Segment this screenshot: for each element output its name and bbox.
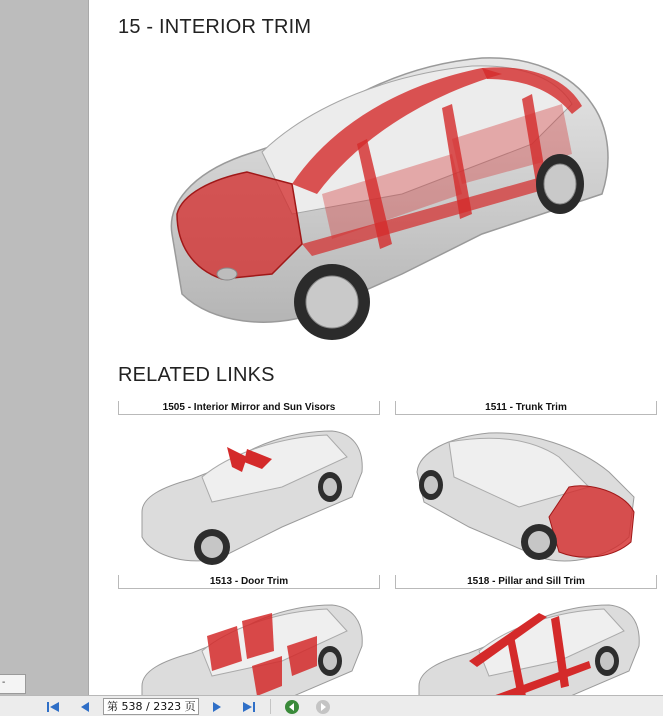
vehicle-illustration — [152, 44, 622, 344]
related-link-title[interactable]: 1505 - Interior Mirror and Sun Visors — [118, 401, 380, 415]
thumbnail-panel — [0, 0, 89, 695]
card-1513-car-thumbnail[interactable] — [132, 591, 366, 695]
last-page-icon — [242, 701, 256, 713]
card-1518-car-thumbnail[interactable] — [409, 591, 643, 695]
previous-page-button[interactable] — [76, 698, 94, 715]
card-1511-car-thumbnail[interactable] — [409, 417, 643, 567]
previous-page-icon — [79, 701, 91, 713]
related-link-card-1505[interactable] — [118, 401, 380, 571]
forward-button[interactable] — [314, 698, 332, 715]
related-link-card-1513[interactable] — [118, 575, 380, 695]
forward-arrow-icon — [315, 699, 331, 715]
related-link-card-1511[interactable] — [395, 401, 657, 571]
page-title: 15 - INTERIOR TRIM — [118, 16, 312, 38]
related-link-card-1518[interactable] — [395, 575, 657, 695]
first-page-button[interactable] — [44, 698, 62, 715]
page-number-field[interactable]: 第 538 / 2323 页 — [103, 698, 199, 715]
last-page-button[interactable] — [240, 698, 258, 715]
panel-collapse-tab[interactable] — [0, 674, 26, 694]
card-1505-car-thumbnail[interactable] — [132, 417, 366, 567]
related-links-heading: RELATED LINKS — [118, 364, 275, 386]
toolbar-divider — [270, 699, 271, 714]
back-arrow-icon — [284, 699, 300, 715]
document-page — [90, 0, 663, 695]
related-link-title[interactable]: 1511 - Trunk Trim — [395, 401, 657, 415]
dash-glyph: - — [2, 677, 6, 688]
page-navigation-toolbar — [0, 695, 663, 716]
next-page-icon — [211, 701, 223, 713]
related-link-title[interactable]: 1513 - Door Trim — [118, 575, 380, 589]
related-link-title[interactable]: 1518 - Pillar and Sill Trim — [395, 575, 657, 589]
next-page-button[interactable] — [208, 698, 226, 715]
first-page-icon — [46, 701, 60, 713]
back-button[interactable] — [283, 698, 301, 715]
